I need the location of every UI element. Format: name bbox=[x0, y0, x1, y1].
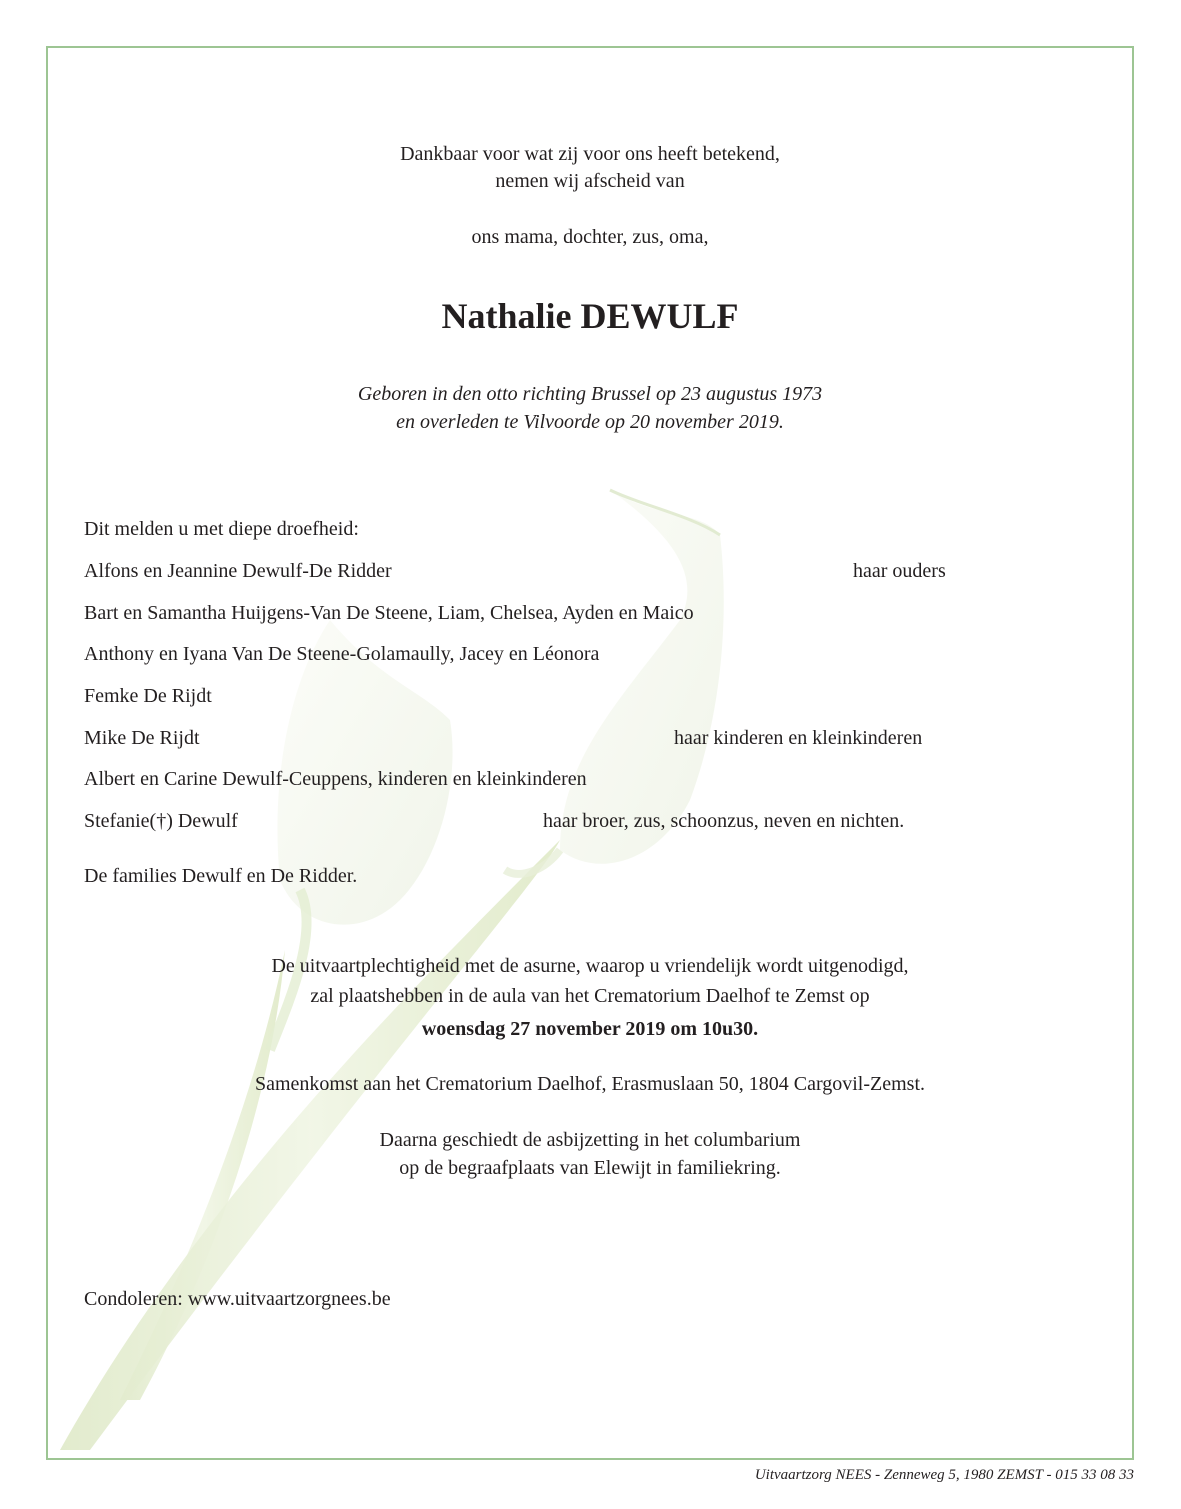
after-line-1: Daarna geschiedt de asbijzetting in het columbarium bbox=[379, 1129, 801, 1151]
intro-line-1: Dankbaar voor wat zij voor ons heeft betekend, bbox=[400, 143, 780, 165]
ceremony-line-2: zal plaatshebben in de aula van het Crematorium Daelhof te Zemst op bbox=[310, 985, 870, 1007]
ceremony-line-1: De uitvaartplechtigheid met de asurne, waarop u vriendelijk wordt uitgenodigd, bbox=[271, 955, 909, 977]
intro-line-2: nemen wij afscheid van bbox=[495, 170, 685, 192]
gathering-line: Samenkomst aan het Crematorium Daelhof, Erasmuslaan 50, 1804 Cargovil-Zemst. bbox=[254, 1073, 926, 1095]
after-line-2: op de begraafplaats van Elewijt in familiekring. bbox=[399, 1157, 781, 1179]
mourner-row-name: Mike De Rijdt bbox=[84, 727, 200, 749]
funeral-home-footer: Uitvaartzorg NEES - Zenneweg 5, 1980 ZEMST - 015 33 08 33 bbox=[754, 1467, 1134, 1483]
mourner-row-name: Bart en Samantha Huijgens-Van De Steene, Liam, Chelsea, Ayden en Maico bbox=[84, 602, 694, 624]
birth-line: Geboren in den otto richting Brussel op 23 augustus 1973 bbox=[357, 383, 823, 405]
mourner-row-name: Alfons en Jeannine Dewulf-De Ridder bbox=[84, 560, 392, 582]
condolences-link[interactable]: Condoleren: www.uitvaartzorgnees.be bbox=[84, 1288, 391, 1310]
families-line: De families Dewulf en De Ridder. bbox=[84, 865, 358, 887]
mourner-row-name: Anthony en Iyana Van De Steene-Golamaully, Jacey en Léonora bbox=[84, 643, 600, 665]
mourner-row-relation: haar kinderen en kleinkinderen bbox=[674, 727, 923, 749]
mourner-row-relation: haar ouders bbox=[853, 560, 946, 582]
mourner-row-name: Femke De Rijdt bbox=[84, 685, 212, 707]
mourner-row-relation: haar broer, zus, schoonzus, neven en nichten. bbox=[543, 810, 905, 832]
death-line: en overleden te Vilvoorde op 20 november 2019. bbox=[396, 411, 784, 433]
intro-relations: ons mama, dochter, zus, oma, bbox=[471, 226, 709, 248]
mourners-heading: Dit melden u met diepe droefheid: bbox=[84, 518, 359, 540]
mourner-row-name: Albert en Carine Dewulf-Ceuppens, kinderen en kleinkinderen bbox=[84, 768, 587, 790]
mourner-row-name: Stefanie(†) Dewulf bbox=[84, 810, 238, 832]
ceremony-datetime: woensdag 27 november 2019 om 10u30. bbox=[421, 1018, 759, 1040]
deceased-name: Nathalie DEWULF bbox=[441, 296, 739, 336]
